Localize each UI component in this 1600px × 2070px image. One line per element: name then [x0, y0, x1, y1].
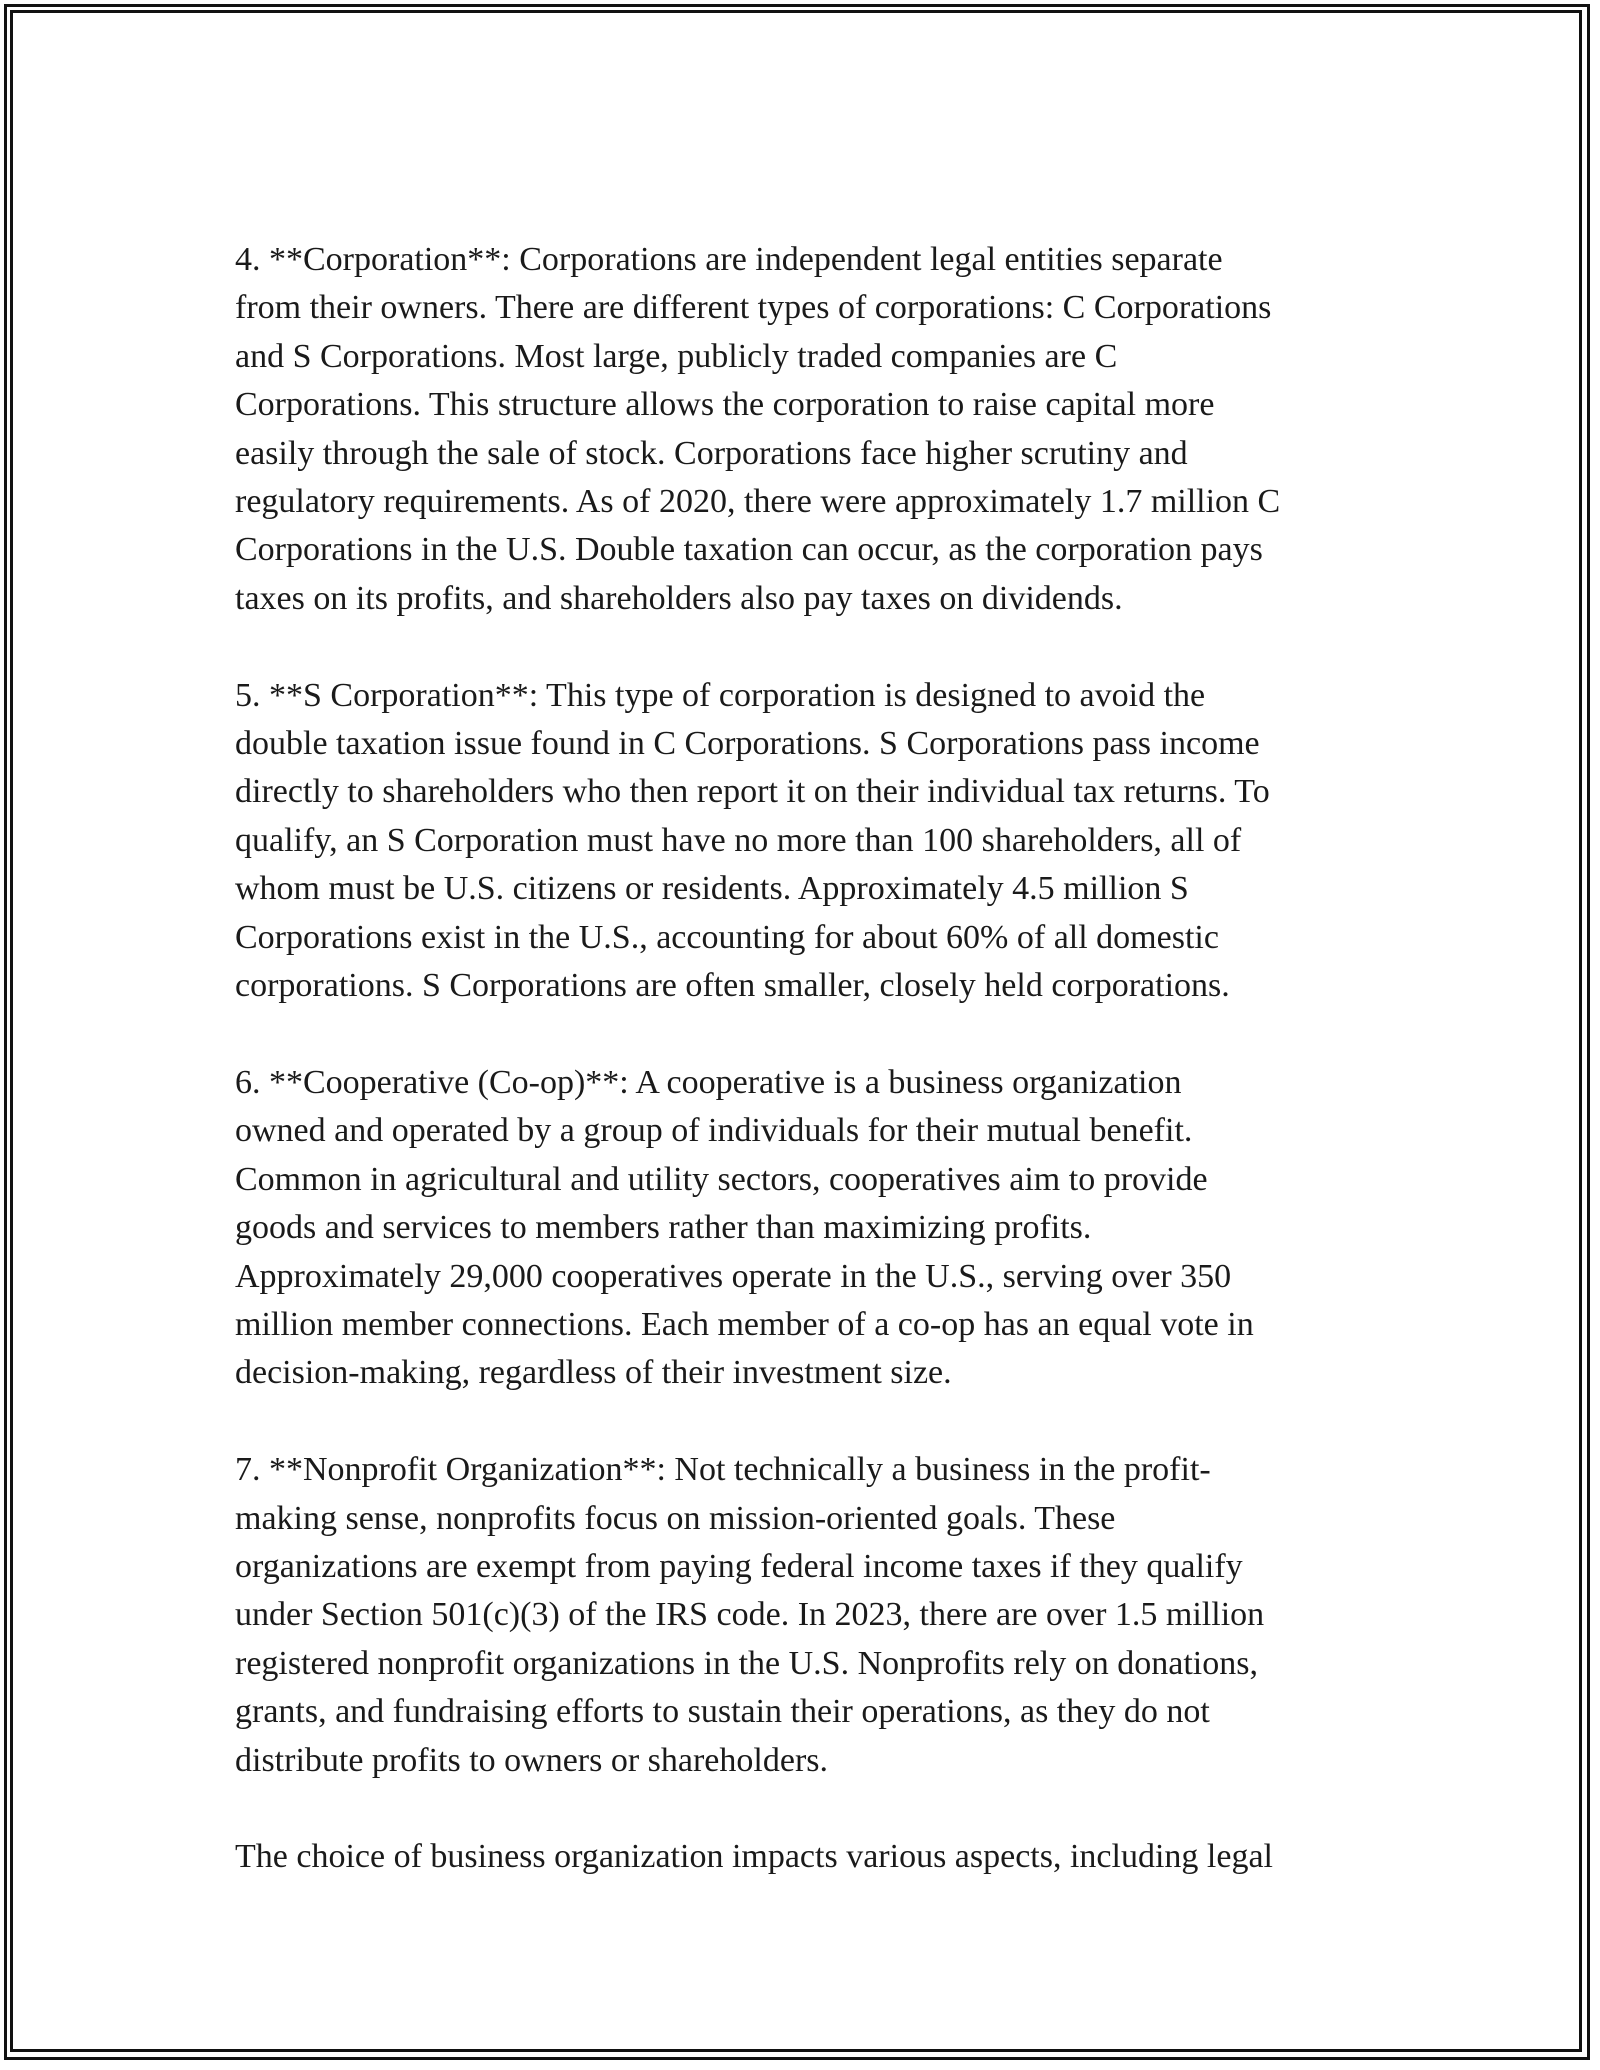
document-body	[235, 236, 1385, 1882]
paragraph-nonprofit: 7. **Nonprofit Organization**: Not technically a business in the profit- making sense, nonprofits focus on mission-oriented goals. These organizations are exempt from paying federal income taxes if they qualify under Section 501(c)(3) of the IRS code. In 2023, there are over 1.5 million registered nonprofit organizations in the U.S. Nonprofits rely on donations, grants, and fundraising efforts to sustain their operations, as they do not distribute profits to owners or shareholders.	[235, 1451, 1265, 1779]
paragraph-corporation: 4. **Corporation**: Corporations are independent legal entities separate from their owners. There are different types of corporations: C Corporations and S Corporations. Most large, publicly traded companies are C Corporations. This structure allows the corporation to raise capital more easily through the sale of stock. Corporations face higher scrutiny and regulatory requirements. As of 2020, there were approximately 1.7 million C Corporations in the U.S. Double taxation can occur, as the corporation pays taxes on its profits, and shareholders also pay taxes on dividends.	[235, 241, 1281, 617]
paragraph-cooperative: 6. **Cooperative (Co-op)**: A cooperative is a business organization owned and operated by a group of individuals for their mutual benefit. Common in agricultural and utility sectors, cooperatives aim to provide goods and services to members rather than maximizing profits. Approximately 29,000 cooperatives operate in the U.S., serving over 350 million member connections. Each member of a co-op has an equal vote in decision-making, regardless of their investment size.	[235, 1063, 1254, 1392]
paragraph-s-corporation: 5. **S Corporation**: This type of corporation is designed to avoid the double taxation issue found in C Corporations. S Corporations pass income directly to shareholders who then report it on their individual tax returns. To qualify, an S Corporation must have no more than 100 shareholders, all of whom must be U.S. citizens or residents. Approximately 4.5 million S Corporations exist in the U.S., accounting for about 60% of all domestic corporations. S Corporations are often smaller, closely held corporations.	[235, 676, 1270, 1005]
paragraph-conclusion: The choice of business organization impacts various aspects, including legal	[235, 1838, 1273, 1876]
